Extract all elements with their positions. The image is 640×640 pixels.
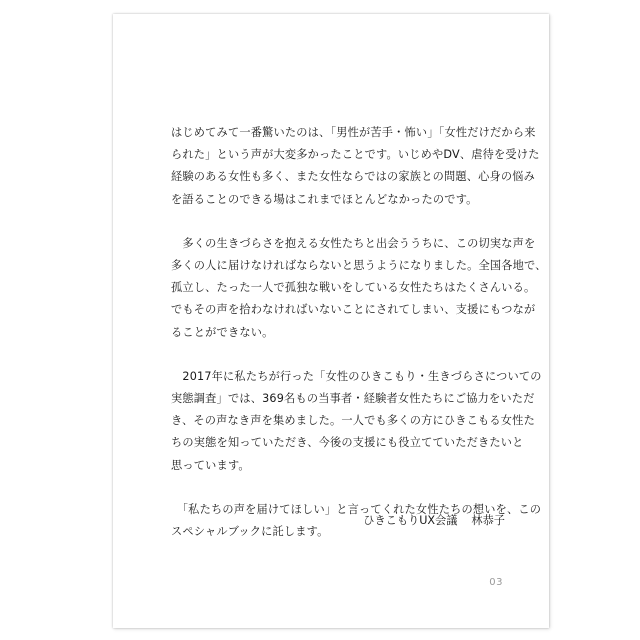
text-line: ちの実態を知っていただき、今後の支援にも役立てていただきたいと [171,436,524,450]
text-line: 経験のある女性も多く、また女性ならではの家族との問題、心身の悩み [171,170,536,184]
text-line: 思っています。 [171,458,250,472]
text-line: ることができない。 [171,325,274,339]
text-line: られた」という声が大変多かったことです。いじめやDV、虐待を受けた [171,148,540,162]
page-number: 03 [489,577,503,588]
text-line: 実態調査」では、369名もの当事者・経験者女性たちにご協力をいただ [171,392,535,406]
text-line: 多くの生きづらさを抱える女性たちと出会ううちに、この切実な声を [171,236,536,250]
text-line: 2017年に私たちが行った「女性のひきこもり・生きづらさについての [171,369,542,383]
text-line: き、その声なき声を集めました。一人でも多くの方にひきこもる女性た [171,414,535,428]
text-line: スペシャルブックに託します。 [171,525,329,539]
body-text [171,122,547,565]
signature [363,513,505,529]
document-page [113,14,549,628]
text-line: はじめてみて一番驚いたのは、「男性が苦手・怖い」「女性だけだから来 [171,126,536,139]
text-line: でもその声を拾わなければいないことにされてしまい、支援にもつなが [171,303,536,317]
paragraph-3 [171,366,542,477]
text-line: 孤立し、たった一人で孤独な戦いをしている女性たちはたくさんいる。 [171,281,536,295]
paragraph-1 [171,122,540,211]
text-line: 「私たちの声を届けてほしい」と言ってくれた女性たちの想いを、この [171,502,542,516]
signature-author: 林恭子 [471,514,505,527]
text-line: を語ることのできる場はこれまでほとんどなかったのです。 [171,192,478,206]
paragraph-2 [171,233,547,344]
signature-organization: ひきこもりUX会議 [363,514,458,527]
text-line: 多くの人に届けなければならないと思うようになりました。全国各地で、 [171,259,547,273]
